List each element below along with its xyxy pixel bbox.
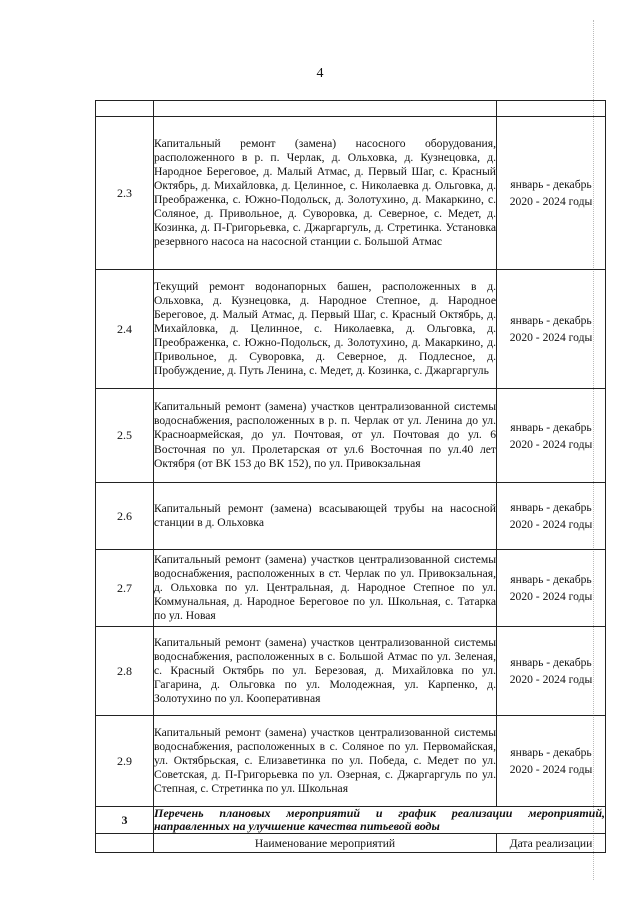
table-row — [96, 117, 606, 270]
row-number: 2.8 — [96, 627, 154, 716]
table-row — [96, 550, 606, 627]
header-cell-empty — [96, 834, 154, 853]
table-row — [96, 389, 606, 483]
row-period — [497, 389, 606, 483]
period-months: январь - декабрь — [510, 501, 592, 514]
period-years: 2020 - 2024 годы — [509, 437, 593, 451]
row-period — [497, 270, 606, 389]
table-row-empty — [96, 101, 606, 117]
period-months: январь - декабрь — [510, 746, 592, 759]
period-months: январь - декабрь — [510, 178, 592, 191]
row-number: 2.7 — [96, 550, 154, 627]
cell-empty — [497, 101, 606, 117]
row-number: 2.9 — [96, 716, 154, 807]
row-period — [497, 716, 606, 807]
period-years: 2020 - 2024 годы — [509, 331, 593, 344]
section-number: 3 — [96, 807, 154, 834]
table-row — [96, 716, 606, 807]
measures-table — [95, 100, 606, 853]
table-row — [96, 270, 606, 389]
header-date-label: Дата реализации — [497, 834, 606, 853]
period-years: 2020 - 2024 годы — [509, 195, 593, 208]
row-description: Капитальный ремонт (замена) всасывающей трубы на насосной станции в д. Ольховка — [154, 483, 497, 550]
header-row — [96, 834, 606, 853]
header-name-label: Наименование мероприятий — [154, 834, 497, 853]
page-number: 4 — [316, 66, 324, 81]
row-description: Капитальный ремонт (замена) участков централизованной системы водоснабжения, расположенных в ст. Черлак по ул. Привокзальная, д. Ольховка по ул. Центральная, д. Народное Степное по ул. Коммунальная, д. Народное Береговое по ул. Школьная, с. Татарка по ул. Новая — [154, 550, 497, 627]
section-row — [96, 807, 606, 834]
table-row — [96, 483, 606, 550]
row-number: 2.5 — [96, 389, 154, 483]
row-description: Капитальный ремонт (замена) насосного оборудования, расположенного в р. п. Черлак, д. Ольховка, д. Кузнецовка, д. Народное Береговое, д. Малый Атмас, д. Первый Шаг, с. Красный Октябрь, д. Михайловка, д. Целинное, с. Николаевка д. Ольговка, д. Преображенка, с. Южно-Подольск, д. Золотухино, д. Макаркино, с. Соляное, д. Привольное, д. Суворовка, д. Северное, с. Медет, д. Козинка, д. П-Григорьевка, с. Джаргаргуль, д. Стретинка. Установка резервного насоса на насосной станции с. Большой Атмас — [154, 117, 497, 270]
period-years: 2020 - 2024 годы — [509, 763, 593, 776]
row-period — [497, 627, 606, 716]
period-months: январь - декабрь — [510, 656, 592, 669]
period-months: январь - декабрь — [510, 314, 592, 327]
row-description: Капитальный ремонт (замена) участков централизованной системы водоснабжения, расположенных в с. Большой Атмас по ул. Зеленая, с. Красный Октябрь по ул. Березовая, д. Михайловка по ул. Гагарина, д. Ольговка по ул. Молодежная, ул. Карпенко, д. Золотухино по ул. Кооперативная — [154, 627, 497, 716]
period-years: 2020 - 2024 годы — [509, 518, 593, 531]
row-number: 2.6 — [96, 483, 154, 550]
table-row — [96, 627, 606, 716]
row-description: Капитальный ремонт (замена) участков централизованной системы водоснабжения, расположенных в с. Соляное по ул. Первомайская, ул. Октябрьская, с. Елизаветинка по ул. Победа, с. Медет по ул. Советская, д. П-Григорьевка по ул. Озерная, с. Джаргаргуль по ул. Степная, с. Стретинка по ул. Школьная — [154, 716, 497, 807]
period-years: 2020 - 2024 годы — [509, 590, 593, 603]
period-months: январь - декабрь — [510, 573, 592, 586]
row-number: 2.3 — [96, 117, 154, 270]
row-number: 2.4 — [96, 270, 154, 389]
section-title: Перечень плановых мероприятий и график реализации мероприятий, направленных на улучшение качества питьевой воды — [154, 806, 605, 833]
row-period — [497, 117, 606, 270]
cell-empty — [96, 101, 154, 117]
cell-empty — [154, 101, 497, 117]
row-description: Текущий ремонт водонапорных башен, расположенных в д. Ольховка, д. Кузнецовка, д. Народное Степное, д. Народное Береговое, д. Малый Атмас, д. Первый Шаг, с. Красный Октябрь, д. Михайловка, д. Целинное, с. Николаевка, д. Ольговка, д. Преображенка, с. Южно-Подольск, д. Золотухино, д. Макаркино, д. Привольное, д. Суворовка, д. Северное, д. Подлесное, д. Пробуждение, д. Путь Ленина, с. Медет, д. Козинка, с. Джаргаргуль — [154, 270, 497, 389]
period-months: январь - декабрь — [510, 420, 592, 434]
period-years: 2020 - 2024 годы — [509, 673, 593, 686]
row-period — [497, 550, 606, 627]
row-period — [497, 483, 606, 550]
row-description: Капитальный ремонт (замена) участков централизованной системы водоснабжения, расположенных в р. п. Черлак от ул. Ленина до ул. Красноармейская, до ул. Почтовая, от ул. Почтовая до ул. 6 Восточная по ул. Пролетарская от ул.6 Восточная по ул.40 лет Октября (от ВК 153 до ВК 152), по ул. Привокзальная — [154, 389, 497, 483]
